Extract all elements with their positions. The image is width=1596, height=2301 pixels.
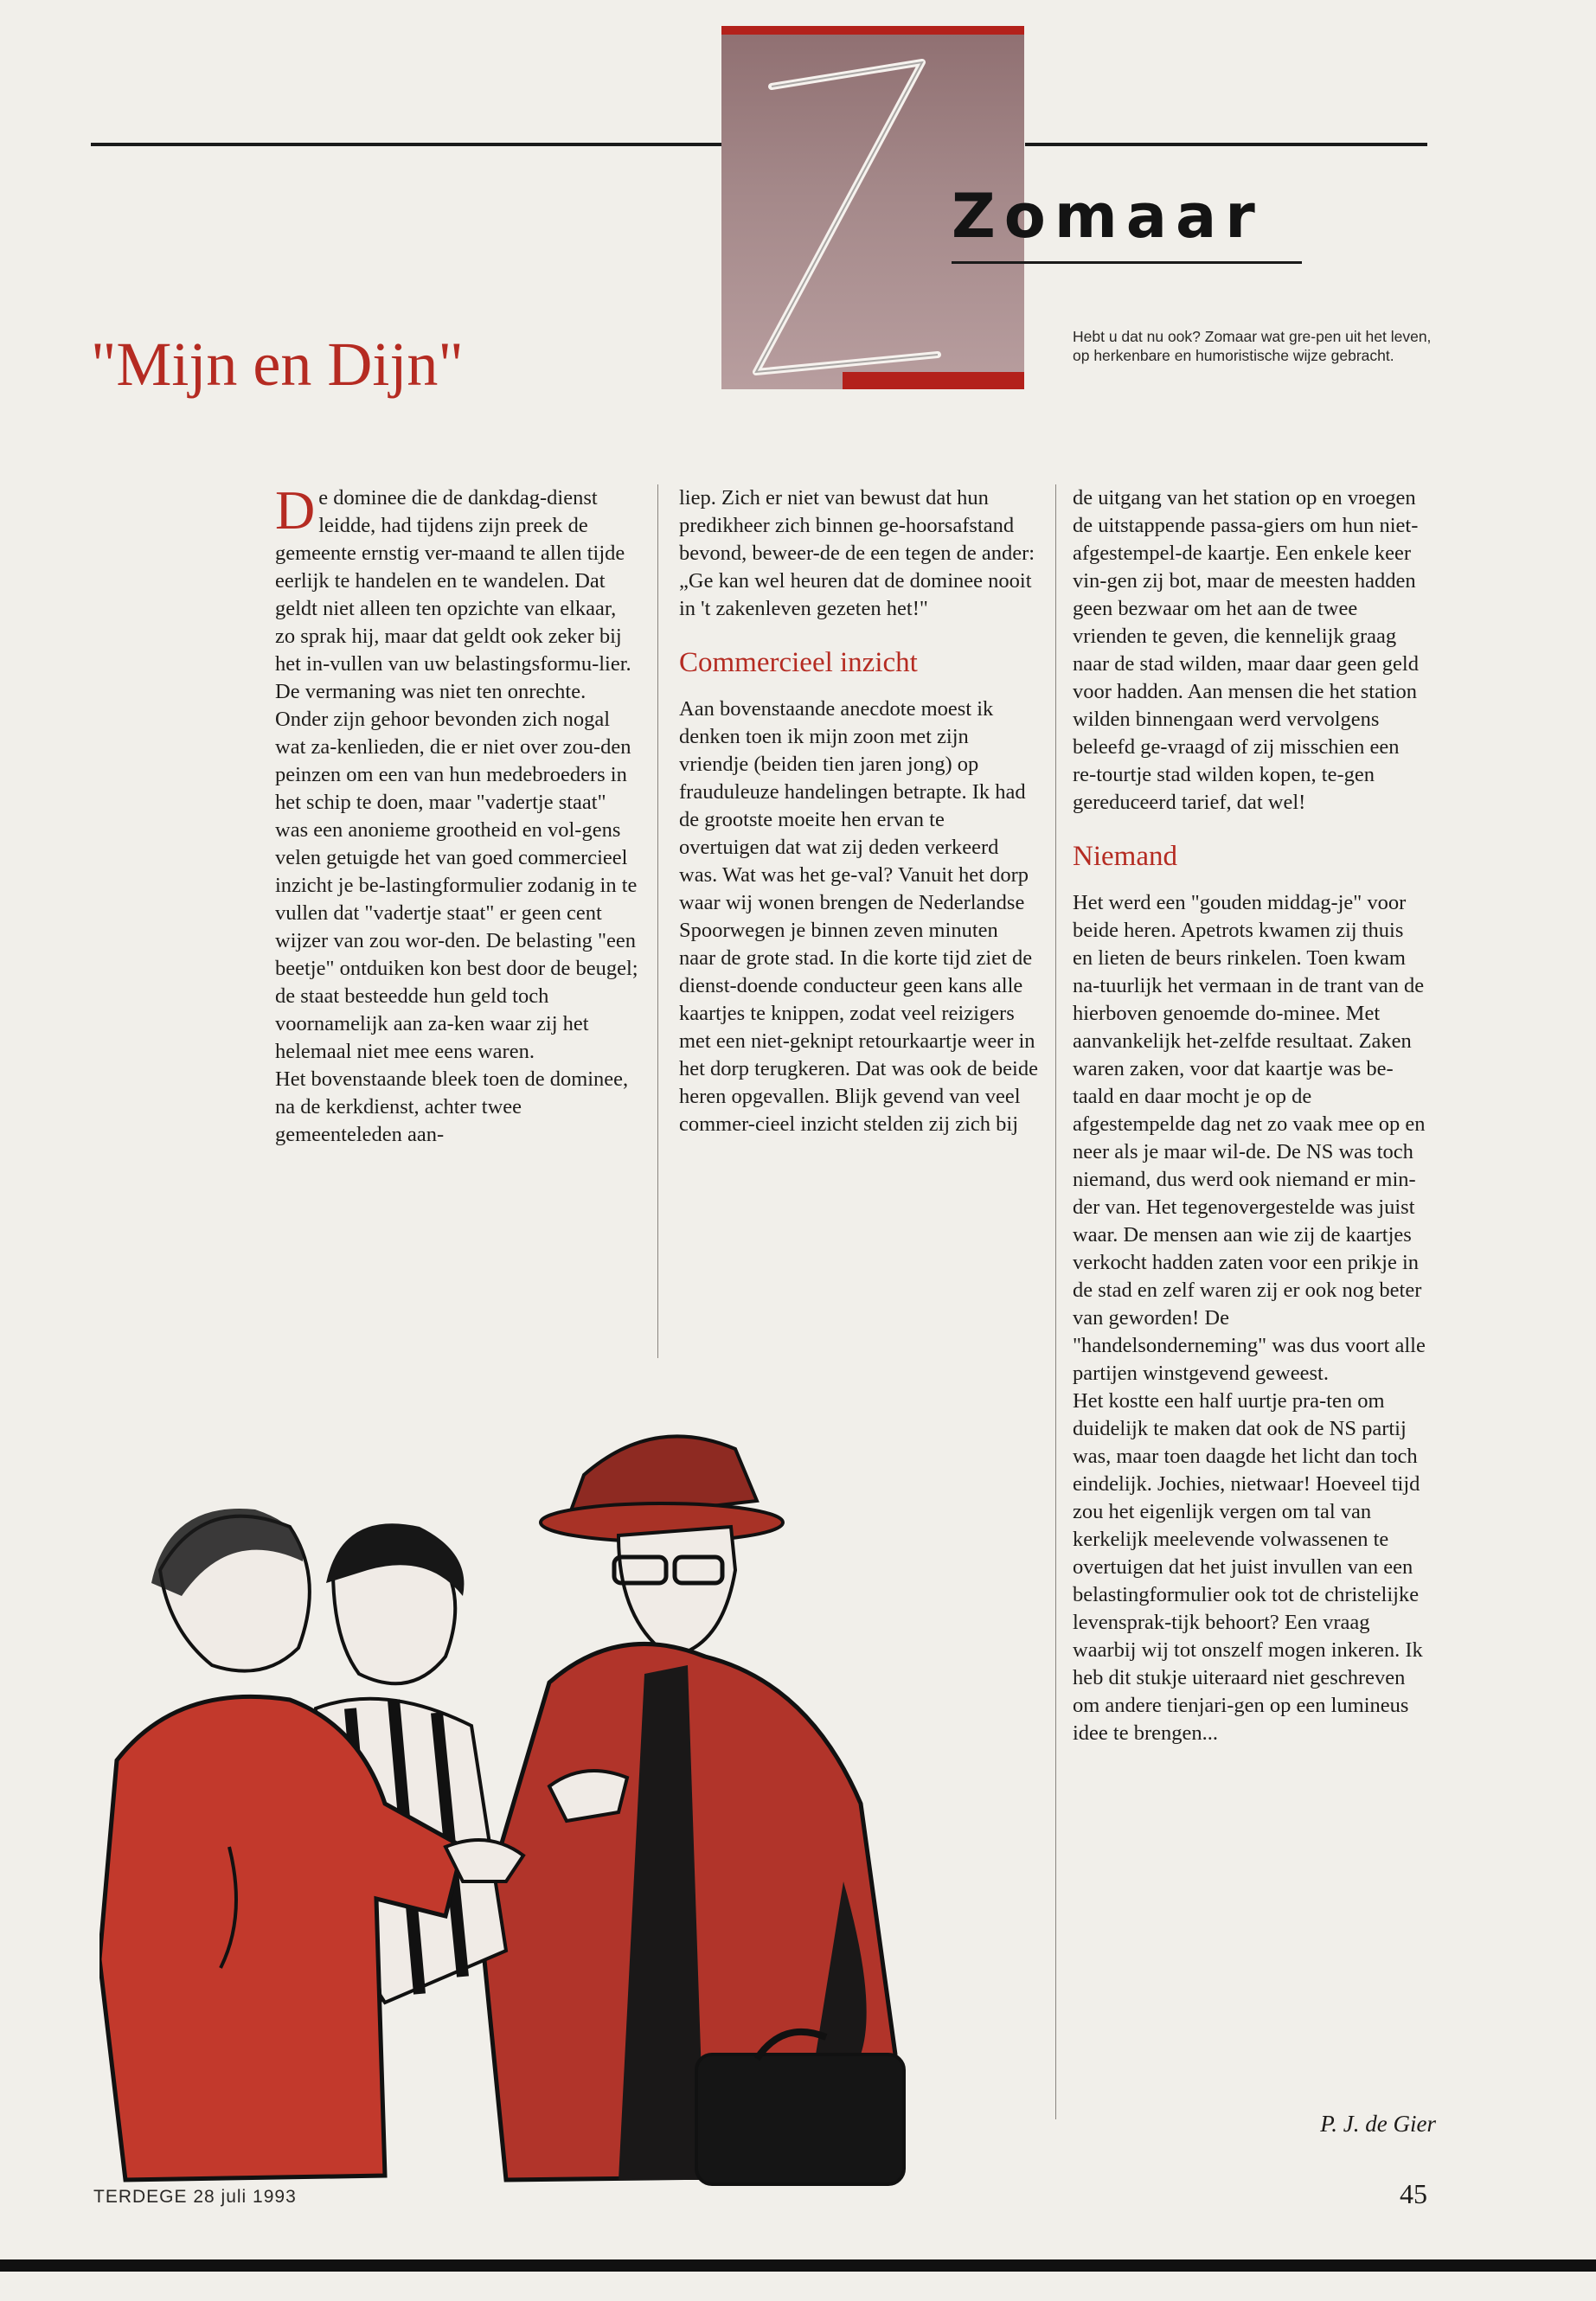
article-column-3 [1073,484,1427,1747]
illustration-image [99,1397,1016,2210]
article-headline: "Mijn en Dijn" [91,330,464,399]
section-intro: Hebt u dat nu ook? Zomaar wat gre-pen uit het leven, op herkenbare en humoristische wijze gebracht. [1073,328,1432,364]
subheading-niemand: Niemand [1073,841,1177,872]
brand-underline [952,261,1302,264]
column-rule-1 [657,484,658,1358]
paragraph: De dominee die de dankdag-dienst leidde, had tijdens zijn preek de gemeente ernstig ver-maand te allen tijde eerlijk te handelen en te wandelen. Dat geldt niet alleen ten opzichte van elkaar, zo sprak hij, maar dat geldt ook zeker bij het in-vullen van uw belastingsformu-lier. De vermaning was niet ten onrechte. Onder zijn gehoor bevonden zich nogal wat za-kenlieden, die er niet over zou-den peinzen om een van hun medebroeders in het schip te doen, maar "vadertje staat" was een anonieme grootheid en vol-gens velen getuigde het van goed commercieel inzicht je be-lastingformulier zodanig in te vullen dat "vadertje staat" er geen cent wijzer van zou wor-den. De belasting "een beetje" ontduiken kon best door de beugel; de staat besteedde hun geld toch voornamelijk aan za-ken waar zij het helemaal niet mee eens waren. [275,479,638,1063]
author-signature: P. J. de Gier [1320,2111,1436,2137]
subheading-commercieel: Commercieel inzicht [679,647,918,678]
page-number: 45 [1400,2178,1427,2209]
column-rule-2 [1055,484,1056,2119]
top-rule-left [91,143,722,146]
paragraph: Het kostte een half uurtje pra-ten om duidelijk te maken dat ook de NS partij was, maar toen daagde het licht dan toch eindelijk. Jochies, nietwaar! Hoeveel tijd zou het eigenlijk vergen om tal van kerkelijk meelevende volwassenen te overtuigen dat het juist invullen van een belastingformulier ook tot de christelijke levensprak-tijk behoort? Een vraag waarbij wij tot onszelf mogen inkeren. Ik heb dit stukje uiteraard niet geschreven om andere tienjari-gen op een lumineus idee te brengen... [1073,1389,1423,1745]
bottom-border-bar [0,2259,1596,2272]
article-column-2 [679,484,1038,1138]
footer-publication: TERDEGE 28 juli 1993 [93,2187,297,2207]
section-brand: Zomaar [952,181,1264,252]
paragraph: Het werd een "gouden middag-je" voor beide heren. Apetrots kwamen zij thuis en lieten de beurs rinkelen. Toen kwam na-tuurlijk het vermaan in de trant van de hierboven genoemde do-minee. Met aanvankelijk het-zelfde resultaat. Zaken waren zaken, voor dat kaartje was be-taald en daar mocht je op de afgestempelde dag net zo vaak mee op en neer als je maar wil-de. De NS was toch niemand, dus werd ook niemand er min-der van. Het tegenovergestelde was juist waar. De mensen aan wie zij de kaartjes verkocht hadden zaten voor een prikje in de stad en zelf waren zij er ook nog beter van geworden! De "handelsonderneming" was dus voort alle partijen winstgevend geweest. [1073,891,1426,1385]
paragraph: de uitgang van het station op en vroegen de uitstappende passa-giers om hun niet-afgestempel-de kaartje. Een enkele keer vin-gen zij bot, maar de meesten hadden geen bezwaar om het aan de twee vrienden te geven, die kennelijk graag naar de stad wilden, maar daar geen geld voor hadden. Aan mensen die het station wilden binnengaan werd vervolgens beleefd ge-vraagd of zij misschien een re-tourtje stad wilden kopen, te-gen gereduceerd tarief, dat wel! [1073,486,1419,814]
paragraph: liep. Zich er niet van bewust dat hun predikheer zich binnen ge-hoorsafstand bevond, beweer-de de een tegen de ander: „Ge kan wel heuren dat de dominee nooit in 't zakenleven gezeten het!" [679,486,1035,620]
paragraph: Aan bovenstaande anecdote moest ik denken toen ik mijn zoon met zijn vriendje (beiden tien jaren jong) op frauduleuze handelingen betrapte. Ik had de grootste moeite hen ervan te overtuigen dat wat zij deden verkeerd was. Wat was het ge-val? Vanuit het dorp waar wij wonen brengen de Nederlandse Spoorwegen je binnen zeven minuten naar de grote stad. In die korte tijd ziet de dienst-doende conducteur geen kans alle kaartjes te knippen, zodat veel reizigers met een niet-geknipt retourkaartje weer in het dorp terugkeren. Dat was ook de beide heren opgevallen. Blijk gevend van veel commer-cieel inzicht stelden zij zich bij [679,697,1038,1136]
drop-cap: D [275,479,316,541]
article-column-1 [275,479,638,1149]
top-rule-right [1025,143,1427,146]
paragraph: Het bovenstaande bleek toen de dominee, na de kerkdienst, achter twee gemeenteleden aan- [275,1067,629,1146]
